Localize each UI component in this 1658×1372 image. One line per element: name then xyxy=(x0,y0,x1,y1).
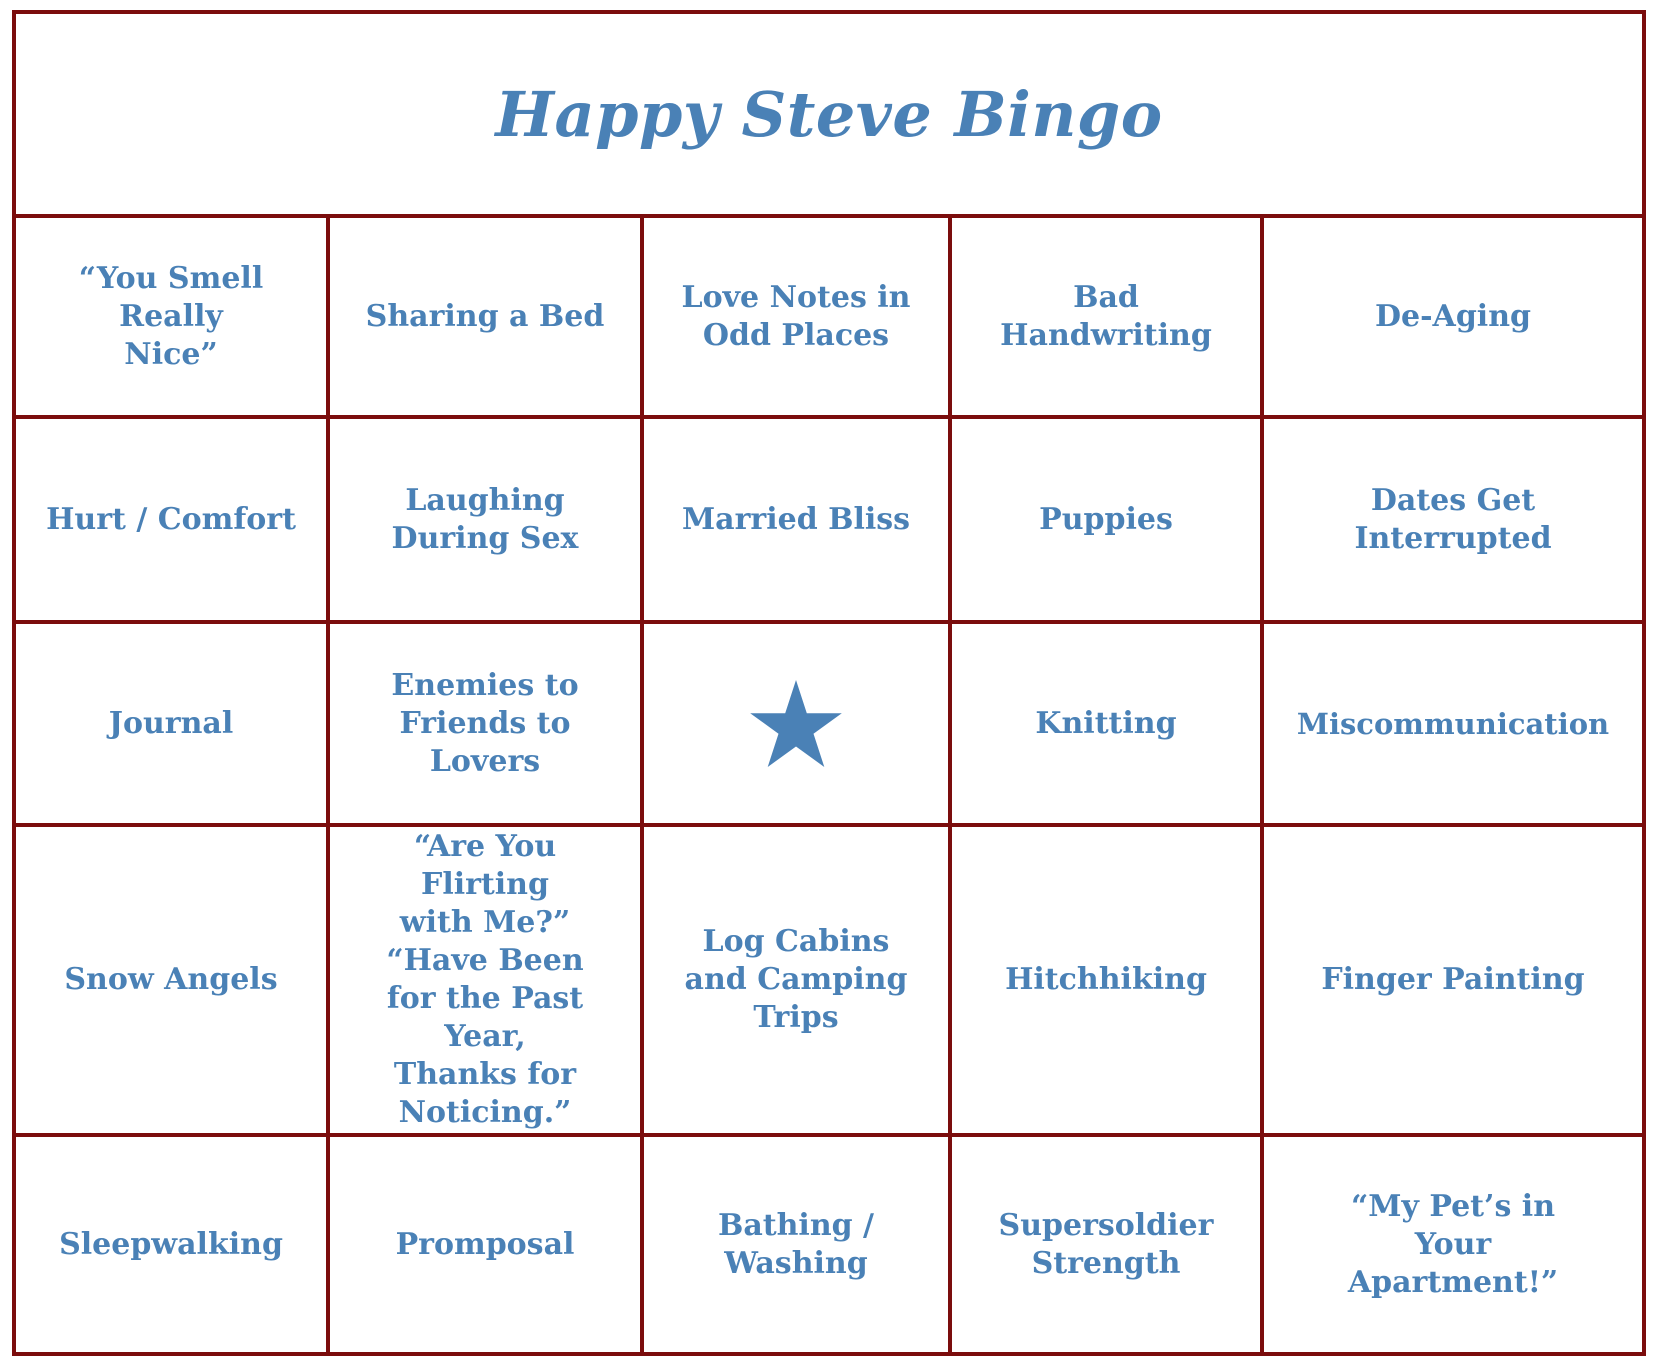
bingo-cell-r5-c2 xyxy=(330,1137,644,1352)
bingo-cell-r5-c5 xyxy=(1264,1137,1642,1352)
bingo-cell-r1-c1 xyxy=(16,218,330,419)
bingo-cell-r2-c1 xyxy=(16,419,330,624)
bingo-card xyxy=(12,10,1646,1356)
bingo-grid xyxy=(16,218,1642,1352)
bingo-cell-r1-c2 xyxy=(330,218,644,419)
bingo-title: Happy Steve Bingo xyxy=(495,77,1163,151)
bingo-cell-label: “My Pet’s in Your Apartment!” xyxy=(1347,1188,1559,1300)
bingo-cell-label: “Are You Flirting with Me?” “Have Been for the Past Year, Thanks for Noticing.” xyxy=(386,829,584,1130)
bingo-cell-r3-c1 xyxy=(16,624,330,827)
bingo-cell-free-space xyxy=(644,624,952,827)
bingo-cell-r1-c3 xyxy=(644,218,952,419)
bingo-cell-label: Puppies xyxy=(1039,501,1173,537)
bingo-cell-r4-c5 xyxy=(1264,827,1642,1137)
bingo-cell-label: Log Cabins and Camping Trips xyxy=(684,924,908,1035)
bingo-cell-r3-c4 xyxy=(952,624,1264,827)
bingo-cell-r2-c4 xyxy=(952,419,1264,624)
star-icon xyxy=(750,680,842,768)
bingo-cell-label: Dates Get Interrupted xyxy=(1354,482,1552,556)
bingo-cell-r5-c3 xyxy=(644,1137,952,1352)
bingo-cell-label: Bathing / Washing xyxy=(717,1207,875,1281)
bingo-cell-label: Sharing a Bed xyxy=(365,298,605,334)
bingo-cell-label: Snow Angels xyxy=(64,962,278,997)
bingo-cell-r2-c5 xyxy=(1264,419,1642,624)
bingo-cell-label: De-Aging xyxy=(1375,298,1531,334)
bingo-cell-label: Miscommunication xyxy=(1296,706,1610,741)
title-row xyxy=(16,14,1642,218)
bingo-cell-label: Finger Painting xyxy=(1321,962,1585,997)
bingo-cell-label: Hitchhiking xyxy=(1005,962,1207,997)
bingo-cell-r4-c4 xyxy=(952,827,1264,1137)
bingo-cell-r2-c2 xyxy=(330,419,644,624)
bingo-cell-label: Supersoldier Strength xyxy=(998,1207,1214,1281)
bingo-cell-label: Bad Handwriting xyxy=(1000,279,1212,353)
bingo-cell-r4-c2 xyxy=(330,827,644,1137)
bingo-cell-r1-c5 xyxy=(1264,218,1642,419)
bingo-cell-label: Enemies to Friends to Lovers xyxy=(391,667,579,779)
bingo-cell-label: “You Smell Really Nice” xyxy=(78,260,264,372)
bingo-cell-r3-c5 xyxy=(1264,624,1642,827)
bingo-cell-r5-c1 xyxy=(16,1137,330,1352)
bingo-cell-r1-c4 xyxy=(952,218,1264,419)
bingo-cell-label: Love Notes in Odd Places xyxy=(681,279,911,353)
bingo-cell-r4-c1 xyxy=(16,827,330,1137)
bingo-cell-label: Promposal xyxy=(395,1226,575,1262)
bingo-cell-r4-c3 xyxy=(644,827,952,1137)
bingo-cell-label: Knitting xyxy=(1035,705,1177,741)
bingo-cell-label: Sleepwalking xyxy=(59,1226,283,1262)
bingo-cell-label: Married Bliss xyxy=(681,501,911,537)
bingo-cell-r3-c2 xyxy=(330,624,644,827)
bingo-cell-label: Journal xyxy=(108,705,234,741)
bingo-cell-r2-c3 xyxy=(644,419,952,624)
bingo-cell-label: Hurt / Comfort xyxy=(46,501,296,537)
bingo-cell-r5-c4 xyxy=(952,1137,1264,1352)
bingo-cell-label: Laughing During Sex xyxy=(391,482,579,556)
